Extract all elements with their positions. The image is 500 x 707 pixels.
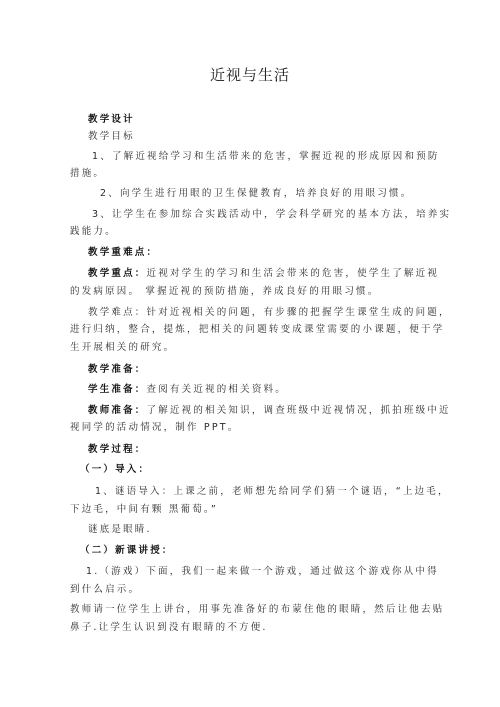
game-line-2: 到什么启示。 (70, 584, 141, 595)
goal-1-line-1: 1、了解近视给学习和生活带来的危害，掌握近视的形成原因和预防 (92, 151, 440, 162)
riddle-line-1: 1、谜语导入：上课之前，老师想先给同学们猜一个谜语，“上边毛， (95, 486, 450, 497)
riddle-line-2: 下边毛，中间有颗 黑葡萄。” (70, 504, 218, 515)
teacher-prep-text: 了解近视的相关知识，调查班级中近视情况，抓拍班级中近 (146, 405, 451, 416)
new-lesson-heading: （二）新课讲授： (80, 545, 174, 556)
game-line-4: 鼻子.让学生认识到没有眼睛的不方便. (70, 622, 268, 633)
section-design-heading: 教学设计 (88, 114, 135, 125)
teacher-prep-line-1 (88, 404, 458, 418)
difficulty-line-2: 进行归纳，整合，提炼，把相关的问题转变成课堂需要的小课题，便于学 (70, 324, 445, 335)
riddle-answer: 谜底是眼睛. (88, 524, 152, 535)
game-line-3: 教师请一位学生上讲台，用事先准备好的布蒙住他的眼睛，然后让他去贴 (70, 604, 445, 615)
difficulty-line-1: 教学难点：针对近视相关的问题，有步骤的把握学生课堂生成的问题， (88, 307, 451, 318)
document-title: 近视与生活 (209, 66, 290, 84)
student-prep-text: 查阅有关近视的相关资料。 (146, 384, 287, 395)
process-heading: 教学过程： (88, 444, 147, 455)
game-line-1: 1.（游戏）下面，我们一起来做一个游戏，通过做这个游戏你从中得 (86, 566, 439, 577)
goal-3-line-2: 践能力。 (70, 226, 117, 237)
teacher-prep-line-2: 视同学的活动情况，制作 PPT。 (70, 422, 240, 433)
key-point-line-1 (88, 267, 458, 281)
key-point-text: 近视对学生的学习和生活会带来的危害，使学生了解近视 (146, 268, 440, 279)
goal-2: 2、向学生进行用眼的卫生保健教育，培养良好的用眼习惯。 (100, 188, 413, 199)
difficulty-line-3: 生开展相关的研究。 (70, 342, 176, 353)
goal-3-line-1: 3、让学生在参加综合实践活动中，学会科学研究的基本方法，培养实 (92, 209, 452, 220)
intro-heading: （一）导入： (80, 464, 151, 475)
student-prep-line (88, 383, 458, 397)
student-prep-label: 学生准备： (88, 384, 147, 395)
key-point-label: 教学重点： (88, 268, 147, 279)
teacher-prep-label: 教师准备： (88, 405, 147, 416)
goal-1-line-2: 措施。 (70, 168, 106, 179)
prep-heading: 教学准备： (88, 364, 147, 375)
key-point-line-2: 的发病原因。 掌握近视的预防措施，养成良好的用眼习惯。 (70, 286, 380, 297)
goals-heading: 教学目标 (88, 131, 135, 142)
keypoints-heading: 教学重难点： (88, 247, 159, 258)
